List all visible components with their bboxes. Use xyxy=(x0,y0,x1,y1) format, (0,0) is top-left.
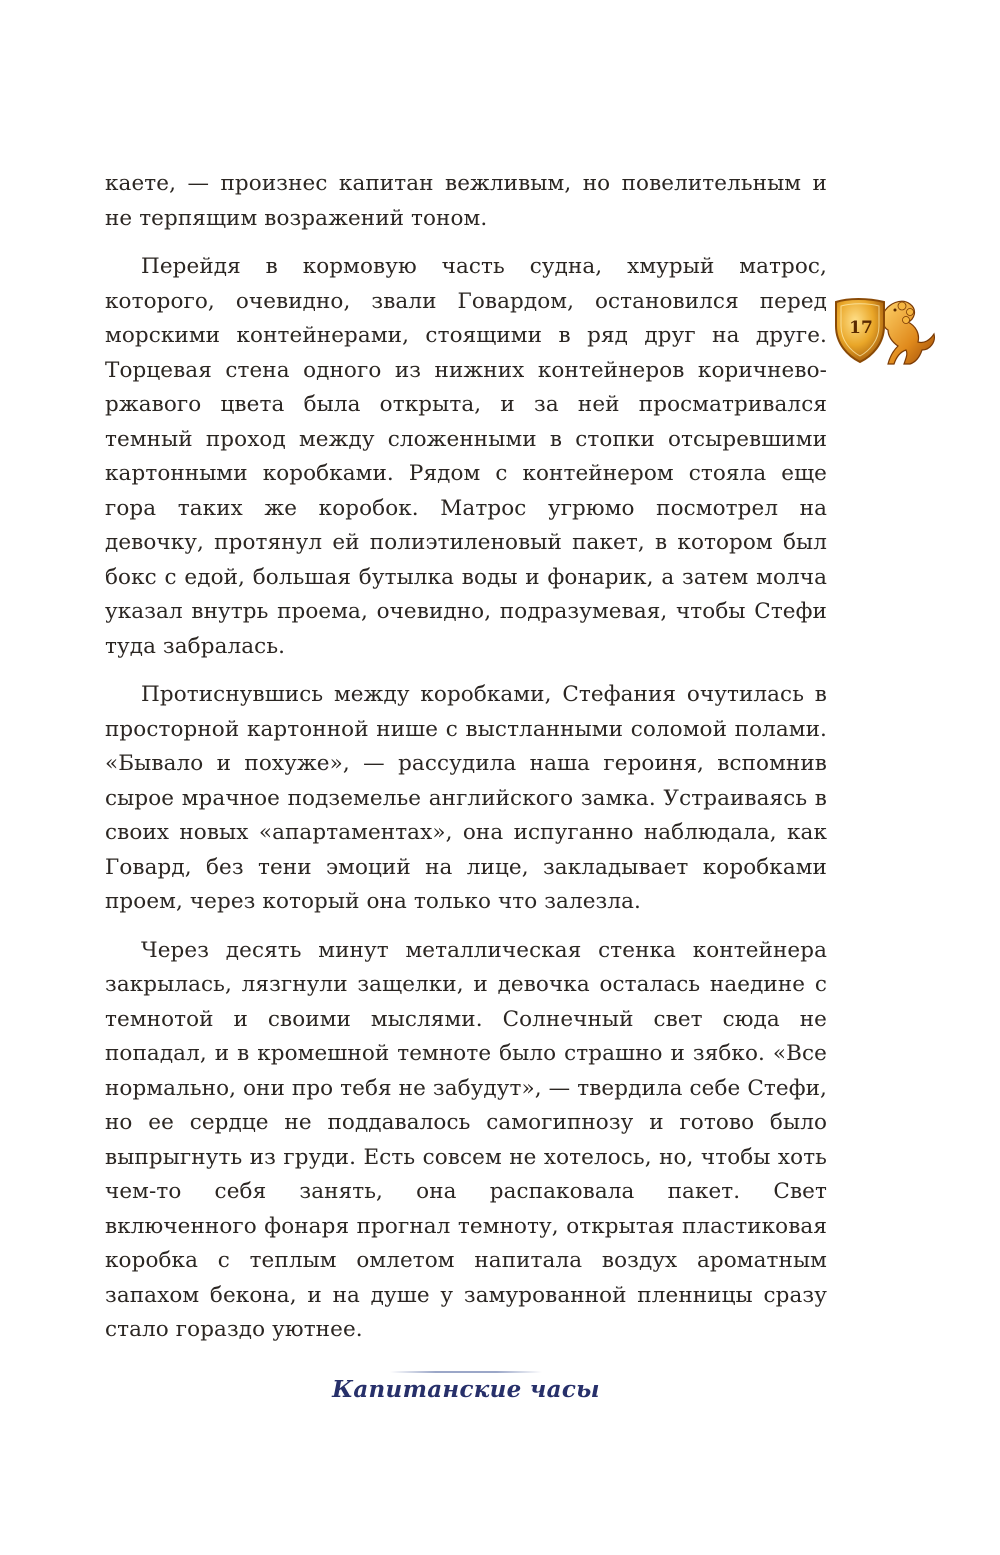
paragraph: Перейдя в кормовую часть судна, хмурый матрос, которого, очевидно, звали Говардом, остановился перед морскими контейнерами, стоящими в ряд друг на друге. Торцевая стена одного из нижних контейнеров коричнево-ржавого цвета была открыта, и за ней просматривался темный проход между сложенными в стопки отсыревшими картонными коробками. Рядом с контейнером стояла еще гора таких же коробок. Матрос угрюмо посмотрел на девочку, протянул ей полиэтиленовый пакет, в котором был бокс с едой, большая бутылка воды и фонарик, а затем молча указал внутрь проема, очевидно, подразумевая, чтобы Стефи туда забралась. xyxy=(105,254,827,659)
paragraph-continued: каете, — произнес капитан вежливым, но повелительным и не терпящим возражений тоном. xyxy=(105,171,827,231)
body-text xyxy=(105,167,827,1362)
page-number: 17 xyxy=(849,318,873,338)
footer-divider xyxy=(390,1371,542,1373)
paragraph: Через десять минут металлическая стенка контейнера закрылась, лязгнули защелки, и девочка осталась наедине с темнотой и своими мыслями. Солнечный свет сюда не попадал, и в кромешной темноте было страшно и зябко. «Все нормально, они про тебя не забудут», — твердила себе Стефи, но ее сердце не поддавалось самогипнозу и готово было выпрыгнуть из груди. Есть совсем не хотелось, но, чтобы хоть чем-то себя занять, она распаковала пакет. Свет включенного фонаря прогнал темноту, открытая пластиковая коробка с теплым омлетом напитала воздух ароматным запахом бекона, и на душе у замурованной пленницы сразу стало гораздо уютнее. xyxy=(105,937,827,1342)
page-number-badge xyxy=(832,292,942,368)
paragraph: Протиснувшись между коробками, Стефания очутилась в просторной картонной нише с выстланными соломой полами. «Бывало и похуже», — рассудила наша героиня, вспомнив сырое мрачное подземелье английского замка. Устраиваясь в своих новых «апартаментах», она испуганно наблюдала, как Говард, без тени эмоций на лице, закладывает коробками проем, через который она только что залезла. xyxy=(105,682,827,914)
running-footer-title: Капитанские часы xyxy=(332,1376,600,1403)
